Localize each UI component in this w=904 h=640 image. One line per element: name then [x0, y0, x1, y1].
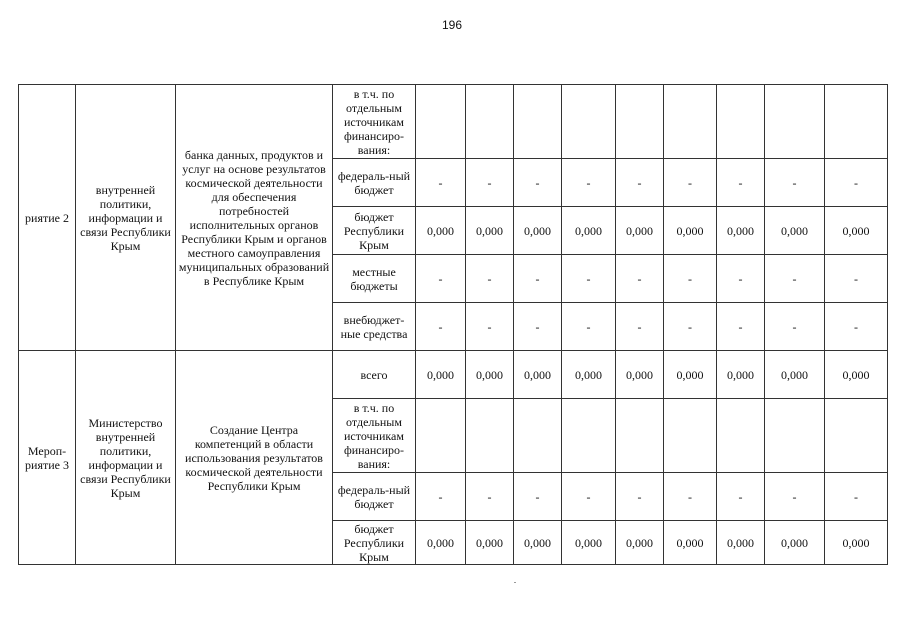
funding-value: -	[416, 303, 466, 351]
funding-value: -	[466, 255, 514, 303]
funding-value: -	[514, 159, 562, 207]
funding-value: -	[416, 255, 466, 303]
funding-value: 0,000	[825, 351, 888, 399]
funding-value: -	[616, 159, 664, 207]
funding-value: -	[616, 255, 664, 303]
funding-value: 0,000	[416, 207, 466, 255]
funding-value: 0,000	[416, 351, 466, 399]
funding-value: -	[514, 255, 562, 303]
funding-value: -	[616, 303, 664, 351]
funding-value: 0,000	[765, 351, 825, 399]
funding-value: -	[765, 473, 825, 521]
funding-value: -	[562, 255, 616, 303]
measure-label: риятие 2	[19, 85, 76, 351]
funding-value: -	[825, 159, 888, 207]
funding-value: 0,000	[514, 351, 562, 399]
funding-value: 0,000	[514, 521, 562, 565]
funding-value: 0,000	[562, 521, 616, 565]
funding-value: 0,000	[616, 521, 664, 565]
funding-value: -	[765, 303, 825, 351]
funding-value	[616, 85, 664, 159]
funding-source: бюджет Республики Крым	[333, 521, 416, 565]
funding-value: 0,000	[765, 521, 825, 565]
page-number: 196	[441, 18, 463, 32]
funding-value	[664, 85, 717, 159]
funding-value: -	[765, 255, 825, 303]
funding-value: 0,000	[562, 351, 616, 399]
funding-value: 0,000	[562, 207, 616, 255]
table-row	[19, 351, 888, 399]
funding-value: -	[562, 303, 616, 351]
funding-source: бюджет Республики Крым	[333, 207, 416, 255]
measure-executor: Министерство внутренней политики, информации и связи Республики Крым	[76, 351, 176, 565]
measure-description: Создание Центра компетенций в области использования результатов космической деятельности Республики Крым	[176, 351, 333, 565]
funding-value: -	[717, 159, 765, 207]
funding-value	[416, 85, 466, 159]
funding-value: -	[765, 159, 825, 207]
funding-value	[765, 85, 825, 159]
funding-value	[825, 85, 888, 159]
measure-description: банка данных, продуктов и услуг на основе результатов космической деятельности для обеспечения потребностей исполнительных органов Республики Крым и органов местного самоуправления муниципальных образований в Республике Крым	[176, 85, 333, 351]
funding-value	[416, 399, 466, 473]
funding-value	[717, 399, 765, 473]
funding-value: -	[466, 303, 514, 351]
funding-value: -	[664, 159, 717, 207]
funding-value	[466, 399, 514, 473]
funding-value: -	[664, 473, 717, 521]
funding-value: -	[825, 473, 888, 521]
funding-value: -	[562, 473, 616, 521]
funding-value	[765, 399, 825, 473]
funding-value: 0,000	[717, 521, 765, 565]
funding-value: -	[466, 159, 514, 207]
funding-value: -	[825, 255, 888, 303]
funding-value	[562, 399, 616, 473]
funding-value	[514, 85, 562, 159]
funding-value: 0,000	[466, 207, 514, 255]
funding-value: -	[466, 473, 514, 521]
funding-value: 0,000	[825, 521, 888, 565]
funding-source: местные бюджеты	[333, 255, 416, 303]
funding-value: 0,000	[664, 351, 717, 399]
measure-label: Мероп-риятие 3	[19, 351, 76, 565]
funding-value: -	[717, 473, 765, 521]
funding-value	[616, 399, 664, 473]
funding-source: в т.ч. по отдельным источникам финансиро-вания:	[333, 85, 416, 159]
funding-value	[466, 85, 514, 159]
funding-source: федераль-ный бюджет	[333, 159, 416, 207]
funding-value: 0,000	[825, 207, 888, 255]
funding-value: -	[514, 473, 562, 521]
funding-value: -	[416, 159, 466, 207]
funding-value: -	[664, 303, 717, 351]
funding-value: -	[514, 303, 562, 351]
funding-value: 0,000	[466, 521, 514, 565]
measure-executor: внутренней политики, информации и связи Республики Крым	[76, 85, 176, 351]
funding-value: -	[416, 473, 466, 521]
funding-value: -	[664, 255, 717, 303]
funding-value: -	[825, 303, 888, 351]
funding-value: 0,000	[616, 207, 664, 255]
funding-value: -	[616, 473, 664, 521]
funding-value: -	[562, 159, 616, 207]
funding-value: 0,000	[717, 351, 765, 399]
funding-value	[717, 85, 765, 159]
funding-source: внебюджет-ные средства	[333, 303, 416, 351]
funding-value: 0,000	[466, 351, 514, 399]
funding-value: 0,000	[514, 207, 562, 255]
scan-mark	[514, 582, 516, 583]
financing-table	[18, 84, 888, 565]
funding-value: 0,000	[416, 521, 466, 565]
funding-value	[825, 399, 888, 473]
funding-value: 0,000	[717, 207, 765, 255]
funding-source: всего	[333, 351, 416, 399]
funding-source: федераль-ный бюджет	[333, 473, 416, 521]
funding-value: 0,000	[616, 351, 664, 399]
funding-value: -	[717, 303, 765, 351]
funding-value: 0,000	[664, 207, 717, 255]
funding-value: -	[717, 255, 765, 303]
funding-value: 0,000	[664, 521, 717, 565]
funding-source: в т.ч. по отдельным источникам финансиро-вания:	[333, 399, 416, 473]
funding-value: 0,000	[765, 207, 825, 255]
funding-value	[664, 399, 717, 473]
funding-value	[514, 399, 562, 473]
funding-value	[562, 85, 616, 159]
table-row	[19, 85, 888, 159]
